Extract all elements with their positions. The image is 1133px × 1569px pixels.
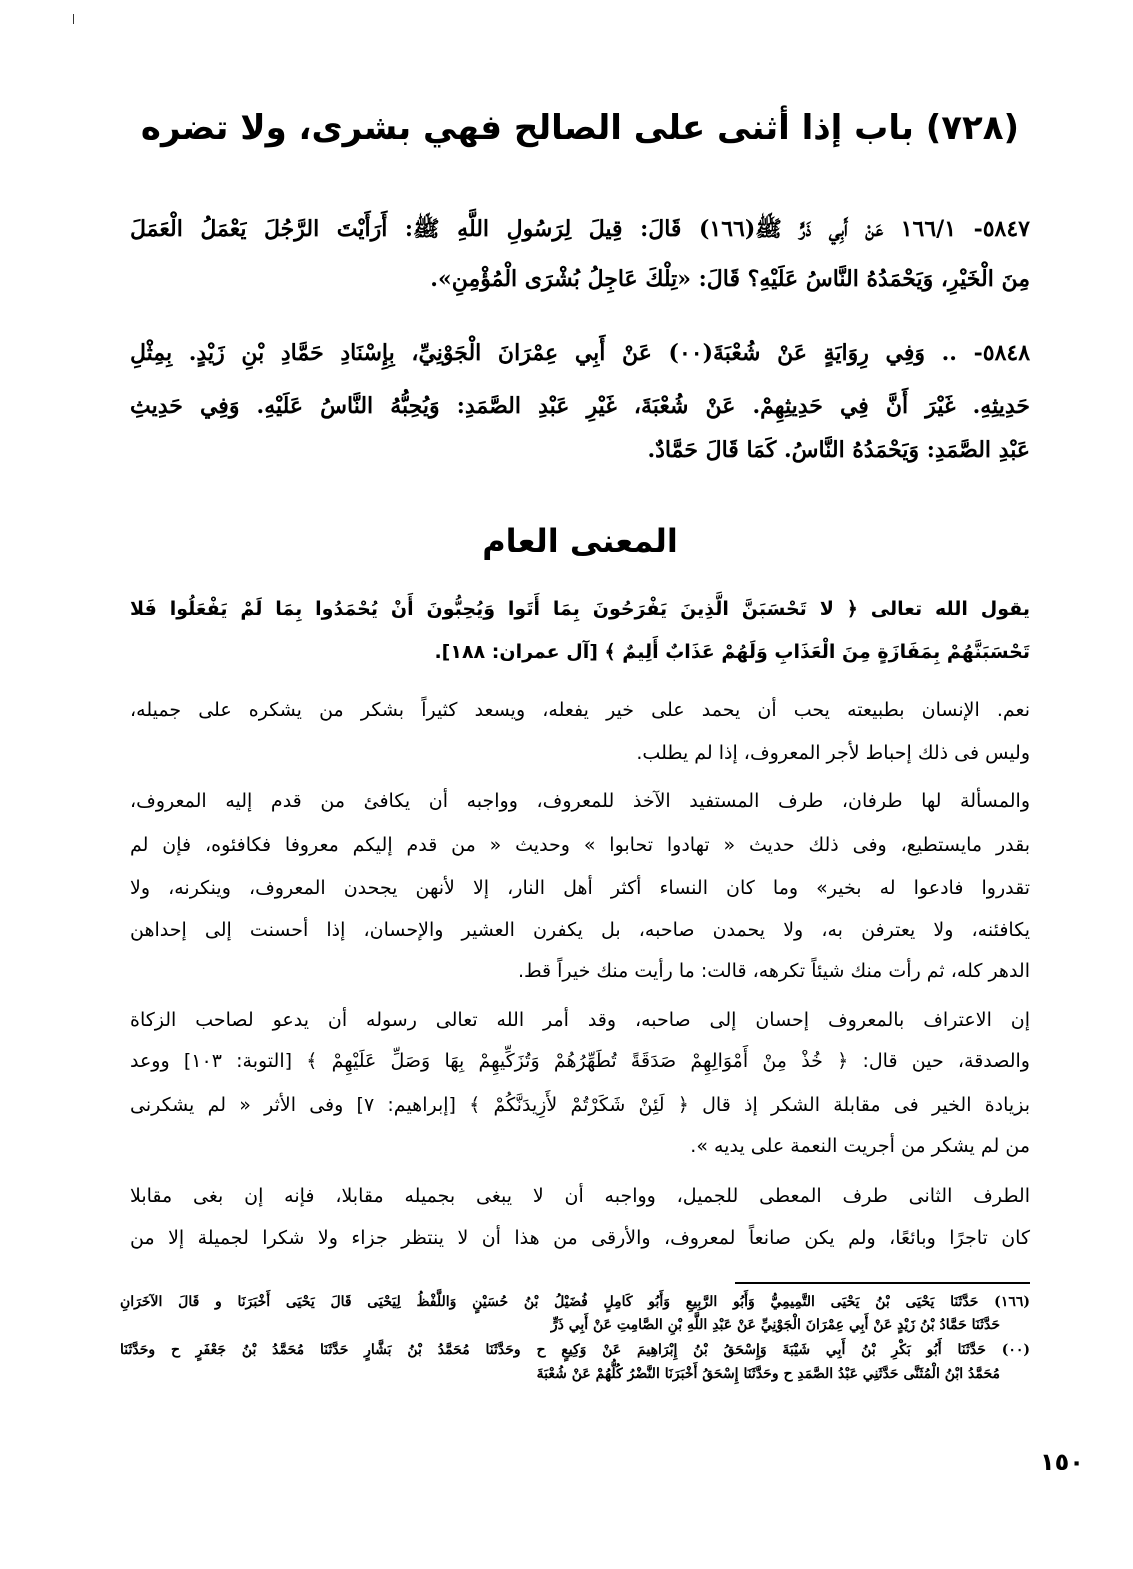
paragraph-line: يقول الله تعالى ﴿ لا تَحْسَبَنَّ الَّذِينَ يَفْرَحُونَ بِمَا أَتَوا وَيُحِبُّونَ أَنْ يُحْمَدُوا بِمَا لَمْ يَفْعَلُوا فَلا — [130, 598, 1030, 620]
paragraph-line: الطرف الثانى طرف المعطى للجميل، وواجبه أن لا يبغى بجميله مقابلا، فإنه إن بغى مقابلا — [130, 1185, 1030, 1207]
paragraph-line: بقدر مايستطيع، وفى ذلك حديث « تهادوا تحابوا » وحديث « من قدم إليكم معروفا فكافئوه، فإن لم — [130, 834, 1030, 856]
paragraph-line: إن الاعتراف بالمعروف إحسان إلى صاحبه، وقد أمر الله تعالى رسوله أن يدعو لصاحب الزكاة — [130, 1009, 1030, 1031]
paragraph-line: الدهر كله، ثم رأت منك شيئاً تكرهه، قالت: ما رأيت منك خيراً قط. — [517, 960, 1030, 982]
paragraph-line: بزيادة الخير فى مقابلة الشكر إذ قال ﴿ لَئِنْ شَكَرْتُمْ لأَزِيدَنَّكُمْ ﴾ [إبراهيم: ٧] وفى الأثر « لم يشكرنى — [130, 1094, 1030, 1116]
footnote-line: (١٦٦) حَدَّثَنَا يَحْيَى بْنُ يَحْيَى التَّمِيمِيُّ وَأَبُو الرَّبِيعِ وَأَبُو كَامِلٍ فُضَيْلُ بْنُ حُسَيْنٍ وَاللَّفْظُ لِيَحْيَى قَالَ يَحْيَى أَخْبَرَنَا و قَالَ الآخَرَانِ — [120, 1294, 1030, 1310]
paragraph-line: يكافئنه، ولا يعترفن به، ولا يحمدن صاحبه، بل يكفرن العشير والإحسان، إذا أحسنت إلى إحداهن — [130, 919, 1030, 941]
hadith-line: عَبْدِ الصَّمَدِ: وَيَحْمَدُهُ النَّاسُ. كَمَا قَالَ حَمَّادٌ. — [647, 437, 1030, 463]
hadith-line: حَدِيثِهِ. غَيْرَ أَنَّ فِي حَدِيثِهِمْ. عَنْ شُعْبَةَ، غَيْرِ عَبْدِ الصَّمَدِ: وَيُحِبُّهُ النَّاسُ عَلَيْهِ. وَفِي حَدِيثِ — [130, 393, 1030, 419]
paragraph-line: والمسألة لها طرفان، طرف المستفيد الآخذ للمعروف، وواجبه أن يكافئ من قدم إليه المعروف، — [130, 790, 1030, 812]
paragraph-line: نعم. الإنسان بطبيعته يحب أن يحمد على خير يفعله، ويسعد كثيراً بشكر من يشكره على جميله، — [130, 699, 1030, 721]
hadith-line: مِنَ الْخَيْرِ، وَيَحْمَدُهُ النَّاسُ عَلَيْهِ؟ قَالَ: «تِلْكَ عَاجِلُ بُشْرَى الْمُؤْمِنِ». — [430, 266, 1030, 292]
section-title: المعنى العام — [482, 522, 678, 560]
paragraph-line: وليس فى ذلك إحباط لأجر المعروف، إذا لم يطلب. — [636, 742, 1030, 764]
hadith-line: ٥٨٤٧- ١٦٦/١ عَنْ أَبِي ذَرٍّ ﷺ(١٦٦) قَالَ: قِيلَ لِرَسُولِ اللَّهِ ﷺ: أَرَأَيْتَ الرَّجُلَ يَعْمَلُ الْعَمَلَ — [130, 216, 1030, 242]
paragraph-line: تَحْسَبَنَّهُمْ بِمَفَازَةٍ مِنَ الْعَذَابِ وَلَهُمْ عَذَابٌ أَلِيمٌ ﴾ [آل عمران: ١٨٨]. — [434, 641, 1030, 663]
page-number: ١٥٠ — [1040, 1448, 1084, 1476]
paragraph-line: كان تاجرًا وبائعًا، ولم يكن صانعاً لمعروف، والأرقى من هذا أن لا ينتظر جزاء ولا شكرا لجميلة إلا من — [130, 1227, 1030, 1249]
paragraph-line: تقدروا فادعوا له بخير» وما كان النساء أكثر أهل النار، إلا لأنهن يجحدن المعروف، وينكرنه، ولا — [130, 877, 1030, 899]
footnote-line: حَدَّثَنَا حَمَّادُ بْنُ زَيْدٍ عَنْ أَبِي عِمْرَانَ الْجَوْنِيِّ عَنْ عَبْدِ اللَّهِ بْنِ الصَّامِتِ عَنْ أَبِي ذَرٍّ — [550, 1317, 1000, 1333]
hadith-line: ٥٨٤٨- .. وَفِي رِوَايَةٍ عَنْ شُعْبَةَ(٠٠) عَنْ أَبِي عِمْرَانَ الْجَوْنِيِّ، بِإِسْنَادِ حَمَّادِ بْنِ زَيْدٍ. بِمِثْلِ — [130, 340, 1031, 366]
chapter-title: (٧٢٨) باب إذا أثنى على الصالح فهي بشرى، ولا تضره — [140, 108, 1020, 148]
footnote-line: مُحَمَّدُ ابْنُ الْمُثَنَّى حَدَّثَنِي عَبْدُ الصَّمَدِ ح وحَدَّثَنَا إِسْحَقُ أَخْبَرَنَا النَّضْرُ كُلُّهُمْ عَنْ شُعْبَةَ — [536, 1366, 1000, 1382]
paragraph-line: من لم يشكر من أجريت النعمة على يديه ». — [690, 1135, 1030, 1157]
footnote-divider — [735, 1282, 1030, 1284]
paragraph-line: والصدقة، حين قال: ﴿ خُذْ مِنْ أَمْوَالِهِمْ صَدَقَةً تُطَهِّرُهُمْ وَتُزَكِّيهِمْ بِهَا وَصَلِّ عَلَيْهِمْ ﴾ [التوبة: ١٠٣] ووعد — [130, 1050, 1030, 1072]
footnote-line: (٠٠) حَدَّثَنَا أَبُو بَكْرِ بْنُ أَبِي شَيْبَةَ وَإِسْحَقُ بْنُ إِبْرَاهِيمَ عَنْ وَكِيعٍ ح وحَدَّثَنَا مُحَمَّدُ بْنُ بَشَّارٍ حَدَّثَنَا مُحَمَّدُ بْنُ جَعْفَرٍ ح وحَدَّثَنَا — [120, 1342, 1030, 1358]
scan-mark — [73, 14, 74, 24]
